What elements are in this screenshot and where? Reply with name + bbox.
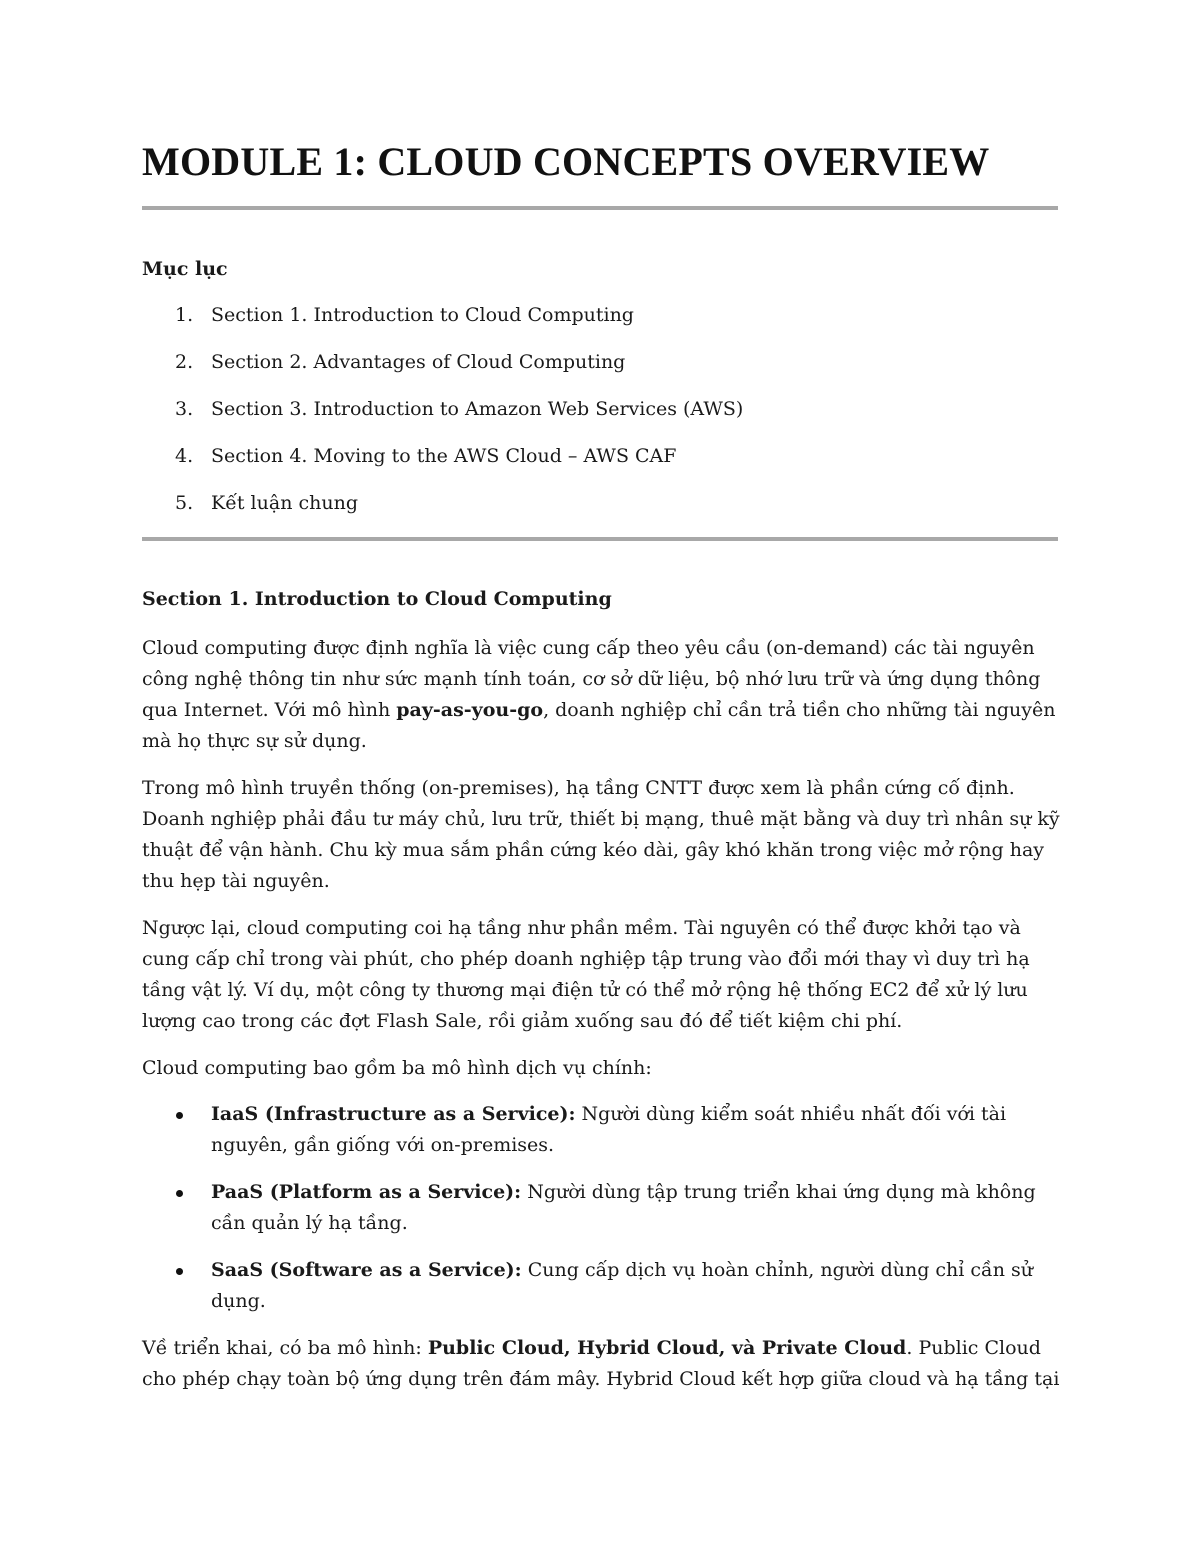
list-item bbox=[142, 1255, 1060, 1317]
list-item-term: PaaS (Platform as a Service): bbox=[211, 1181, 522, 1203]
toc-item-number: 4. bbox=[175, 445, 194, 467]
list-item-term: IaaS (Infrastructure as a Service): bbox=[211, 1103, 576, 1125]
toc-item-number: 5. bbox=[175, 492, 194, 514]
paragraph-definition bbox=[142, 633, 1060, 757]
horizontal-rule-bottom bbox=[142, 537, 1058, 541]
bullet-icon bbox=[176, 1112, 183, 1119]
paragraph-text: Về triển khai, có ba mô hình: bbox=[142, 1337, 428, 1359]
toc-item-text: Section 2. Advantages of Cloud Computing bbox=[211, 351, 626, 373]
toc-heading: Mục lục bbox=[142, 258, 228, 280]
toc-item-number: 2. bbox=[175, 351, 194, 373]
bold-term-pay-as-you-go: pay-as-you-go bbox=[396, 699, 544, 721]
bold-term-deployment-models: Public Cloud, Hybrid Cloud, và Private Cloud bbox=[427, 1337, 907, 1359]
paragraph-cloud-as-software: Ngược lại, cloud computing coi hạ tầng như phần mềm. Tài nguyên có thể được khởi tạo và cung cấp chỉ trong vài phút, cho phép doanh nghiệp tập trung vào đổi mới thay vì duy trì hạ tầng vật lý. Ví dụ, một công ty thương mại điện tử có thể mở rộng hệ thống EC2 để xử lý lưu lượng cao trong các đợt Flash Sale, rồi giảm xuống sau đó để tiết kiệm chi phí. bbox=[142, 917, 1030, 1032]
paragraph-text: Cloud computing được định nghĩa là việc cung cấp theo yêu cầu (on-demand) các tài nguyên công nghệ thông tin như sức mạnh tính toán, cơ sở dữ liệu, bộ nhớ lưu trữ và ứng dụng thông qua Internet. Với mô hình bbox=[142, 637, 1041, 721]
list-item-term: SaaS (Software as a Service): bbox=[211, 1259, 522, 1281]
paragraph-deployment-models bbox=[142, 1333, 1060, 1395]
horizontal-rule-top bbox=[142, 206, 1058, 210]
list-item-text: Cung cấp dịch vụ hoàn chỉnh, người dùng chỉ cần sử dụng. bbox=[211, 1259, 1033, 1312]
section-1-heading: Section 1. Introduction to Cloud Computing bbox=[142, 588, 612, 610]
document-title: MODULE 1: CLOUD CONCEPTS OVERVIEW bbox=[142, 139, 990, 184]
paragraph-on-premises: Trong mô hình truyền thống (on-premises), hạ tầng CNTT được xem là phần cứng cố định. Doanh nghiệp phải đầu tư máy chủ, lưu trữ, thiết bị mạng, thuê mặt bằng và duy trì nhân sự kỹ thuật để vận hành. Chu kỳ mua sắm phần cứng kéo dài, gây khó khăn trong việc mở rộng hay thu hẹp tài nguyên. bbox=[142, 777, 1060, 892]
service-models-list bbox=[142, 1099, 1060, 1333]
toc-item-text: Section 1. Introduction to Cloud Computing bbox=[211, 304, 634, 326]
toc-item-text: Kết luận chung bbox=[211, 492, 358, 514]
bullet-icon bbox=[176, 1268, 183, 1275]
list-item-text: Người dùng kiểm soát nhiều nhất đối với tài nguyên, gần giống với on-premises. bbox=[211, 1103, 1007, 1156]
list-item bbox=[142, 1099, 1060, 1161]
toc-item-text: Section 3. Introduction to Amazon Web Services (AWS) bbox=[211, 398, 744, 420]
paragraph-service-models-intro: Cloud computing bao gồm ba mô hình dịch vụ chính: bbox=[142, 1057, 652, 1079]
toc-item-text: Section 4. Moving to the AWS Cloud – AWS CAF bbox=[211, 445, 677, 467]
toc-item-number: 1. bbox=[175, 304, 194, 326]
paragraph-text: . Public Cloud cho phép chạy toàn bộ ứng dụng trên đám mây. Hybrid Cloud kết hợp giữa cloud và hạ tầng tại bbox=[142, 1337, 1060, 1390]
list-item-text: Người dùng tập trung triển khai ứng dụng mà không cần quản lý hạ tầng. bbox=[211, 1181, 1036, 1234]
bullet-icon bbox=[176, 1190, 183, 1197]
paragraph-text: , doanh nghiệp chỉ cần trả tiền cho những tài nguyên mà họ thực sự sử dụng. bbox=[142, 699, 1056, 752]
toc-item-number: 3. bbox=[175, 398, 194, 420]
list-item bbox=[142, 1177, 1060, 1239]
